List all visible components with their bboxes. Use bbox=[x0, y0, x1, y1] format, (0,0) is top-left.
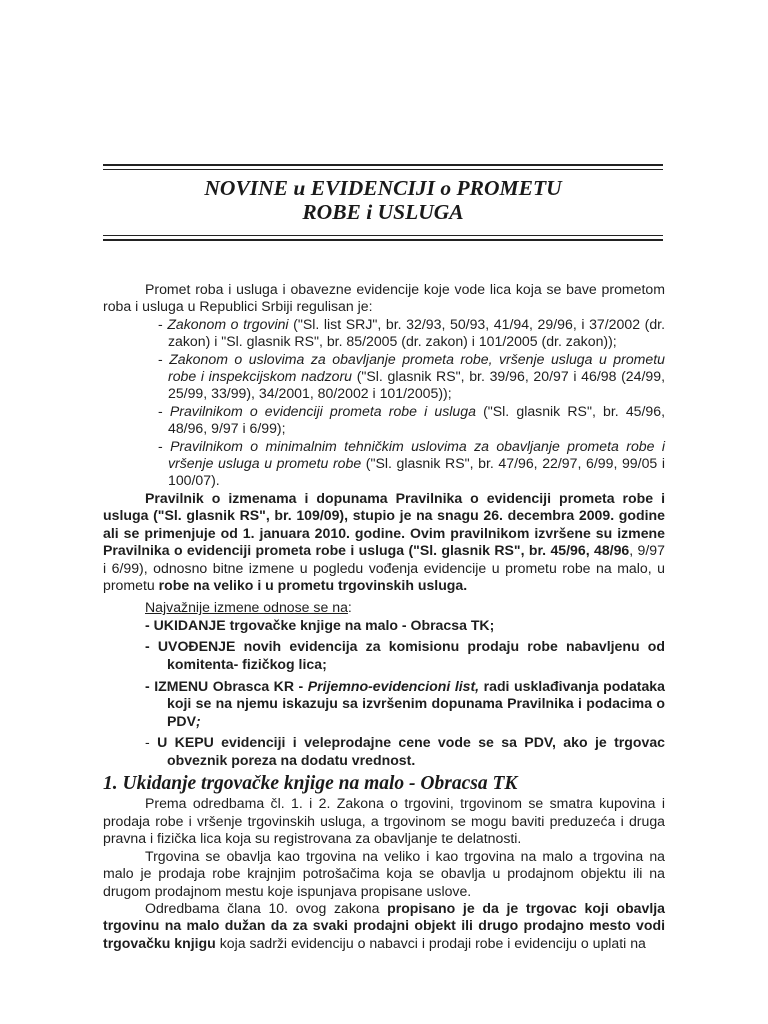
section-paragraph: Trgovina se obavlja kao trgovina na veliko i kao trgovina na malo a trgovina na malo je prodaja robe krajnjim potrošačima koja se obavlja u prodajnom objektu ili na drugom prodajnom mestu koje ispunjava propisane uslove. bbox=[103, 847, 665, 899]
title-top-rule bbox=[103, 164, 663, 166]
law-item: - Pravilnikom o minimalnim tehničkim uslovima za obavljanje prometa robe i vršenje usluga u prometu robe ("Sl. glasnik RS", br. 47/96, 22/97, 6/99, 99/05 i 100/07). bbox=[158, 437, 665, 489]
changes-list bbox=[103, 617, 665, 770]
law-reference: ("Sl. glasnik RS", br. 47/96, 22/97, 6/99, 99/05 i 100/07). bbox=[168, 455, 665, 489]
section-paragraph: Odredbama člana 10. ovog zakona propisano je da je trgovac koji obavlja trgovinu na malo dužan da za svaki prodajni objekt ili drugo prodajno mesto vodi trgovačku knjigu koja sadrži evidenciju o nabavci i prodaji robe i evidenciju o uplati na bbox=[103, 899, 665, 951]
intro-paragraph: Promet roba i usluga i obavezne evidencije koje vode lica koja se bave prometom roba i usluga u Republici Srbiji regulisan je: bbox=[103, 281, 665, 315]
title-bottom-rule bbox=[103, 239, 663, 241]
law-name: Zakonom o uslovima za obavljanje prometa robe, vršenje usluga u prometu robe i inspekcijskom nadzoru bbox=[168, 350, 665, 385]
law-reference: ("Sl. glasnik RS", br. 39/96, 20/97 i 46/98 (24/99, 25/99, 33/99), 34/2001, 80/2002 i 101/2005)); bbox=[168, 368, 665, 402]
law-name: Pravilnikom o evidenciji prometa robe i usluga bbox=[169, 402, 476, 419]
document-title bbox=[103, 176, 663, 224]
amendment-paragraph: Pravilnik o izmenama i dopunama Pravilnika o evidenciji prometa robe i usluga ("Sl. glasnik RS", br. 109/09), stupio je na snagu 26. decembra 2009. godine ali se primenjuje od 1. januara 2010. godine. Ovim pravilnikom izvršene su izmene Pravilnika o evidenciji prometa robe i usluga ("Sl. glasnik RS", br. 45/96, 48/96, 9/97 i 6/99), odnosno bitne izmene u pogledu vođenja evidencije u prometu robe na malo, u prometu robe na veliko i u prometu trgovinskih usluga. bbox=[103, 489, 665, 593]
change-item: - U KEPU evidenciji i veleprodajne cene vode se sa PDV, ako je trgovac obveznik poreza na dodatu vrednost. bbox=[145, 734, 665, 768]
laws-list bbox=[103, 316, 665, 490]
change-item: - UKIDANJE trgovačke knjige na malo - Obracsa TK; bbox=[145, 616, 495, 633]
law-item: - Zakonom o uslovima za obavljanje prometa robe, vršenje usluga u prometu robe i inspekcijskom nadzoru ("Sl. glasnik RS", br. 39/96, 20/97 i 46/98 (24/99, 25/99, 33/99), 34/2001, 80/2002 i 101/2005)); bbox=[158, 350, 665, 402]
title-line-2: ROBE i USLUGA bbox=[302, 200, 464, 224]
changes-intro: Najvažnije izmene odnose se na: bbox=[145, 599, 352, 616]
law-name: Pravilnikom o minimalnim tehničkim uslovima za obavljanje prometa robe i vršenje usluga u prometu robe bbox=[168, 437, 665, 472]
section-paragraph: Prema odredbama čl. 1. i 2. Zakona o trgovini, trgovinom se smatra kupovina i prodaja robe i vršenje trgovinskih usluga, a trgovinom se mogu baviti preduzeća i druga pravna i fizička lica koja su registrovana za obavljanje te delatnosti. bbox=[103, 795, 665, 847]
title-bottom-rule-thin bbox=[103, 235, 663, 236]
document-body bbox=[103, 281, 665, 952]
change-item: - IZMENU Obrasca KR - Prijemno-evidencioni list, radi usklađivanja podataka koji se na njemu iskazuju sa izvršenim dopunama Pravilnika i podacima o PDV; bbox=[145, 677, 665, 729]
title-line-1: NOVINE u EVIDENCIJI o PROMETU bbox=[204, 176, 562, 200]
section-heading: 1. Ukidanje trgovačke knjige na malo - Obracsa TK bbox=[103, 773, 518, 795]
law-reference: ("Sl. glasnik RS", br. 45/96, 48/96, 9/97 i 6/99); bbox=[168, 402, 665, 437]
law-item: - Zakonom o trgovini ("Sl. list SRJ", br. 32/93, 50/93, 41/94, 29/96, i 37/2002 (dr. zakon) i "Sl. glasnik RS", br. 85/2005 (dr. zakon) i 101/2005 (dr. zakon)); bbox=[158, 315, 666, 350]
law-name: Zakonom o trgovini bbox=[167, 315, 289, 332]
law-reference: ("Sl. list SRJ", br. 32/93, 50/93, 41/94, 29/96, i 37/2002 (dr. zakon) i "Sl. glasnik RS", br. 85/2005 (dr. zakon) i 101/2005 (dr. zakon)); bbox=[168, 315, 666, 350]
change-item: - UVOĐENJE novih evidencija za komisionu prodaju robe nabavljenu od komitenta- fizičkog lica; bbox=[145, 638, 665, 672]
law-item: - Pravilnikom o evidenciji prometa robe i usluga ("Sl. glasnik RS", br. 45/96, 48/96, 9/97 i 6/99); bbox=[158, 402, 665, 437]
title-top-rule-thin bbox=[103, 169, 663, 170]
